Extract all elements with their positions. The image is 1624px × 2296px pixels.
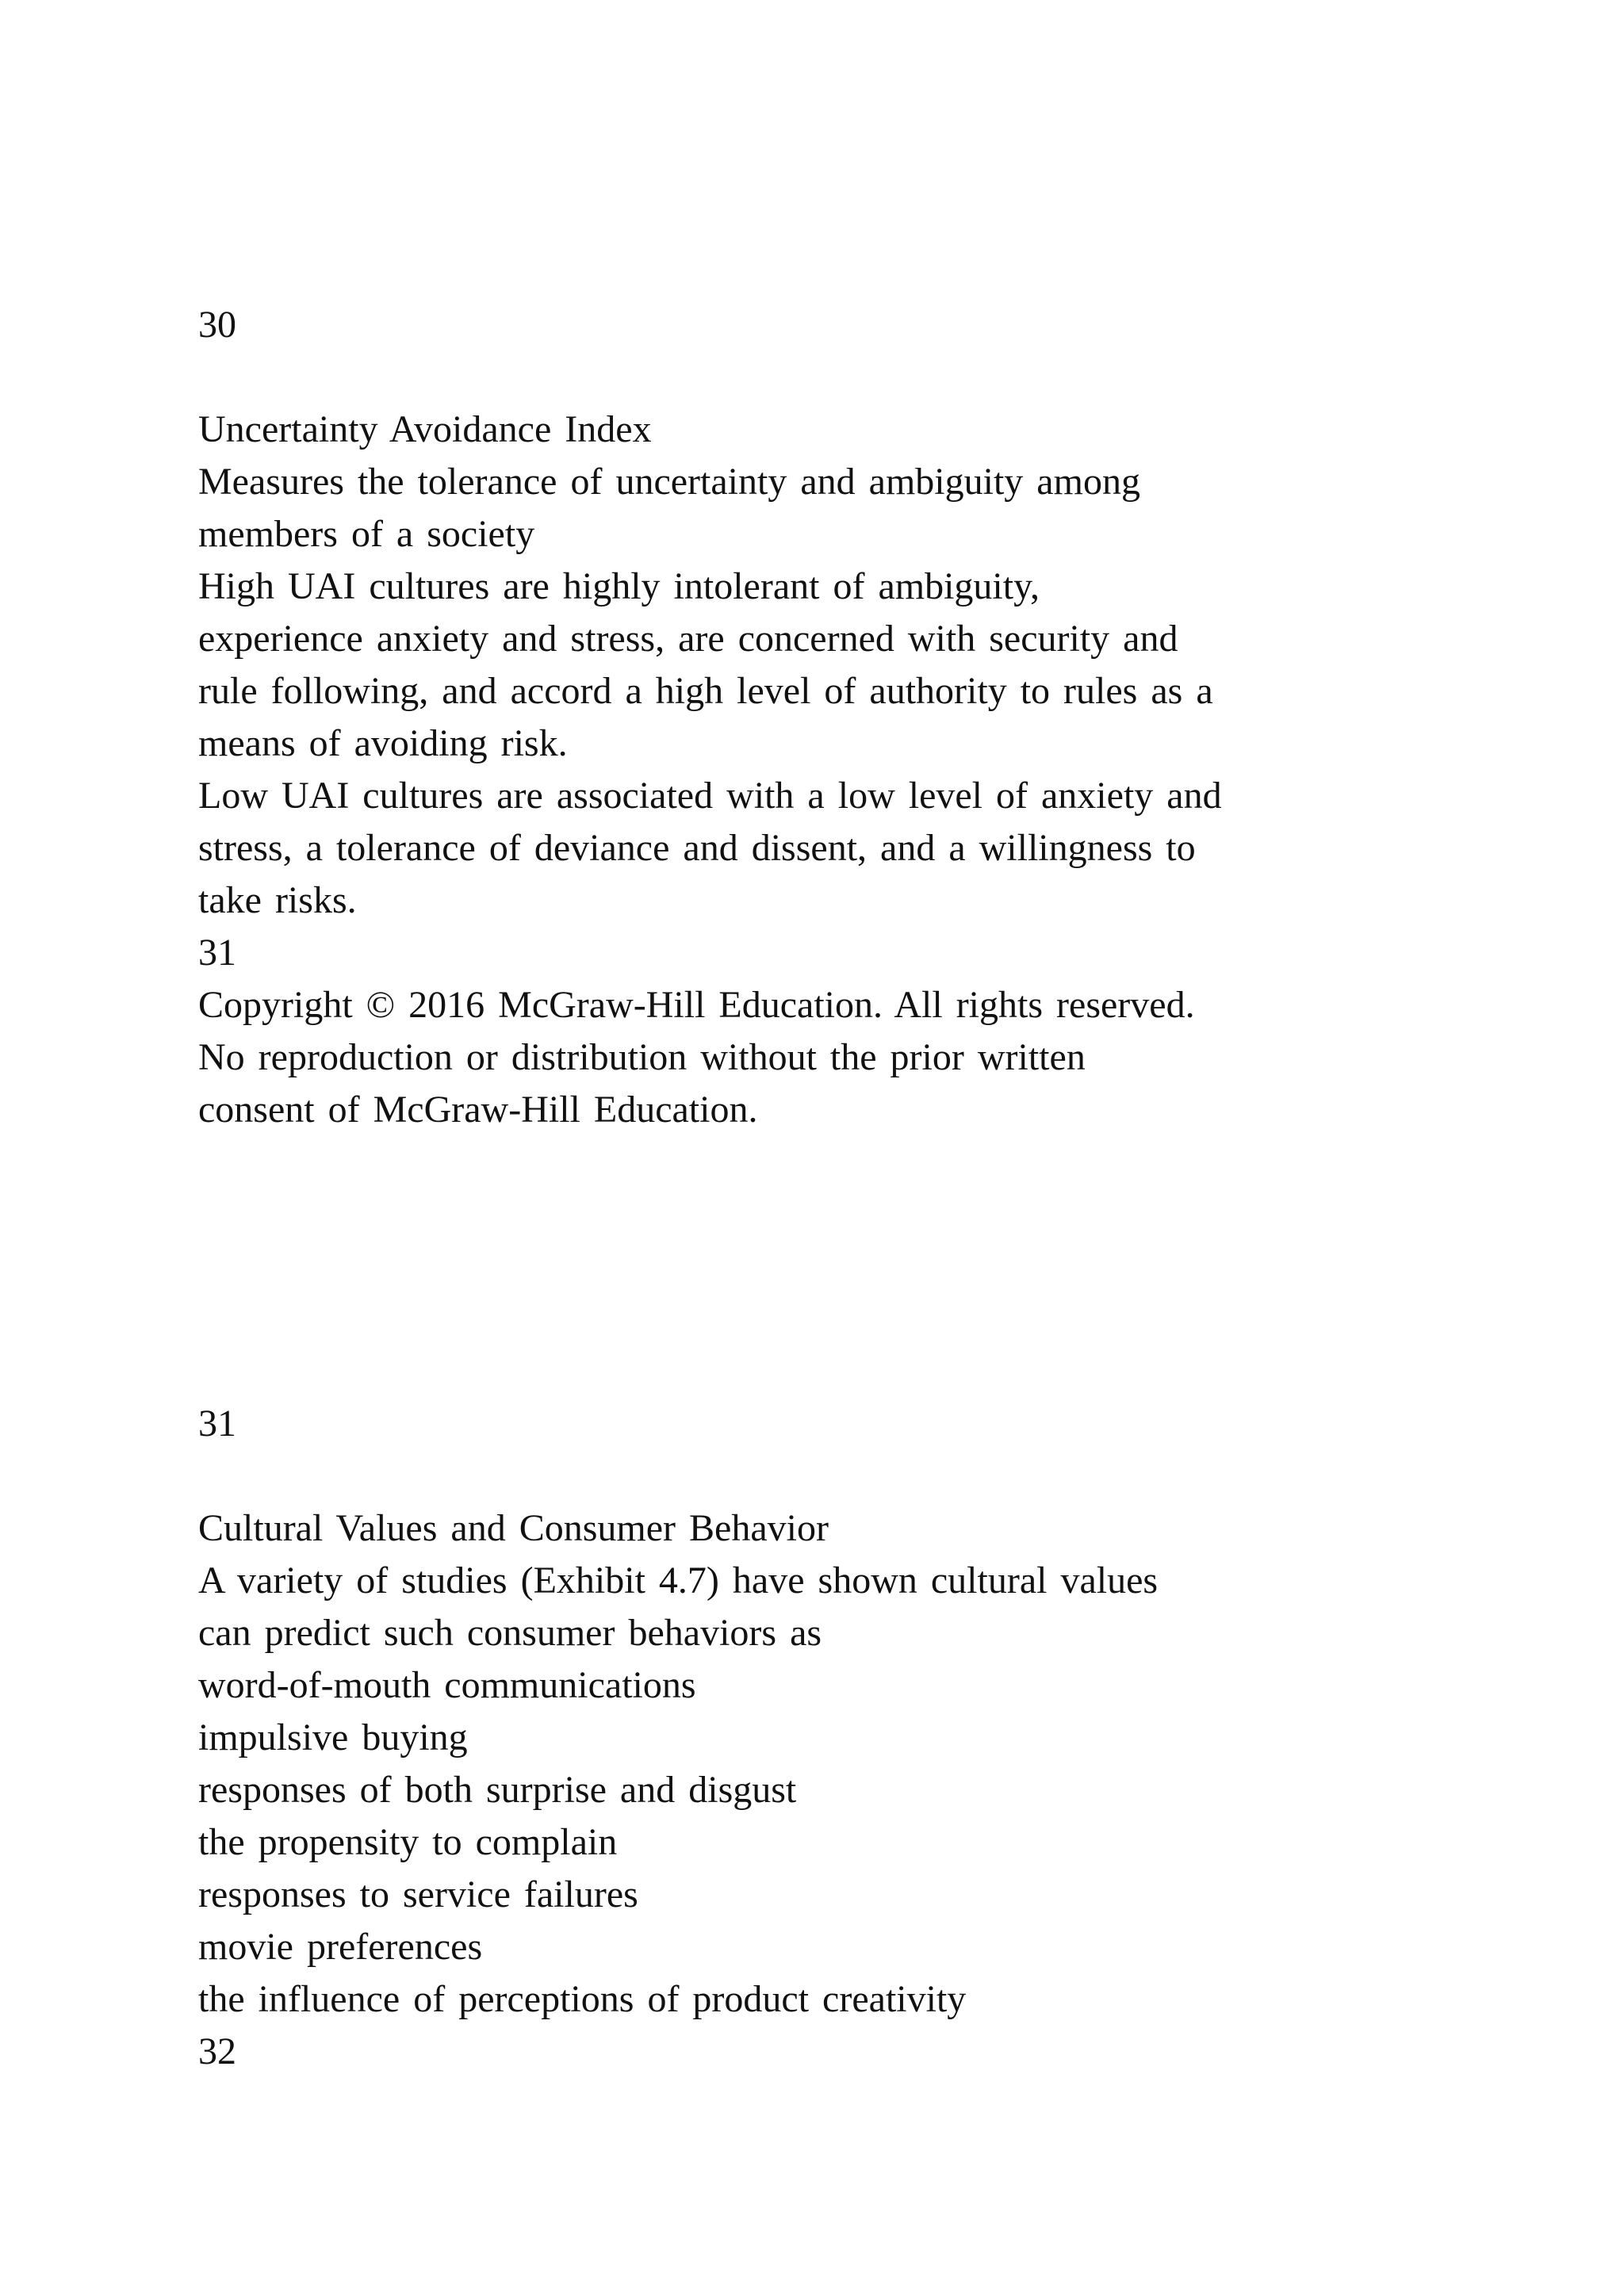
- copyright-line: Copyright © 2016 McGraw-Hill Education. All rights reserved.: [198, 984, 1195, 1026]
- slide-number: 30: [198, 304, 236, 346]
- list-item: movie preferences: [198, 1926, 483, 1968]
- text-line: A variety of studies (Exhibit 4.7) have shown cultural values: [198, 1559, 1159, 1601]
- text-line: Measures the tolerance of uncertainty and ambiguity among: [198, 461, 1140, 503]
- list-item: the influence of perceptions of product creativity: [198, 1978, 967, 2020]
- list-item: responses of both surprise and disgust: [198, 1769, 797, 1811]
- list-item: responses to service failures: [198, 1873, 638, 1915]
- slide-number: 31: [198, 1402, 236, 1445]
- text-line: stress, a tolerance of deviance and dissent, and a willingness to: [198, 827, 1196, 869]
- text-line: members of a society: [198, 513, 535, 555]
- text-line: Low UAI cultures are associated with a low level of anxiety and: [198, 775, 1222, 817]
- list-item: impulsive buying: [198, 1716, 468, 1758]
- text-line: rule following, and accord a high level of authority to rules as a: [198, 670, 1213, 712]
- slide-number: 31: [198, 932, 236, 974]
- text-line: can predict such consumer behaviors as: [198, 1612, 822, 1654]
- list-item: the propensity to complain: [198, 1821, 618, 1863]
- text-line: take risks.: [198, 879, 357, 921]
- slide-title-uncertainty-avoidance: Uncertainty Avoidance Index: [198, 408, 652, 450]
- copyright-line: No reproduction or distribution without the prior written: [198, 1036, 1086, 1078]
- text-line: High UAI cultures are highly intolerant of ambiguity,: [198, 565, 1040, 607]
- text-line: means of avoiding risk.: [198, 722, 568, 764]
- copyright-line: consent of McGraw-Hill Education.: [198, 1089, 758, 1131]
- list-item: word-of-mouth communications: [198, 1664, 696, 1706]
- slide-number: 32: [198, 2030, 236, 2072]
- slide-title-cultural-values: Cultural Values and Consumer Behavior: [198, 1507, 829, 1549]
- text-line: experience anxiety and stress, are concerned with security and: [198, 618, 1178, 660]
